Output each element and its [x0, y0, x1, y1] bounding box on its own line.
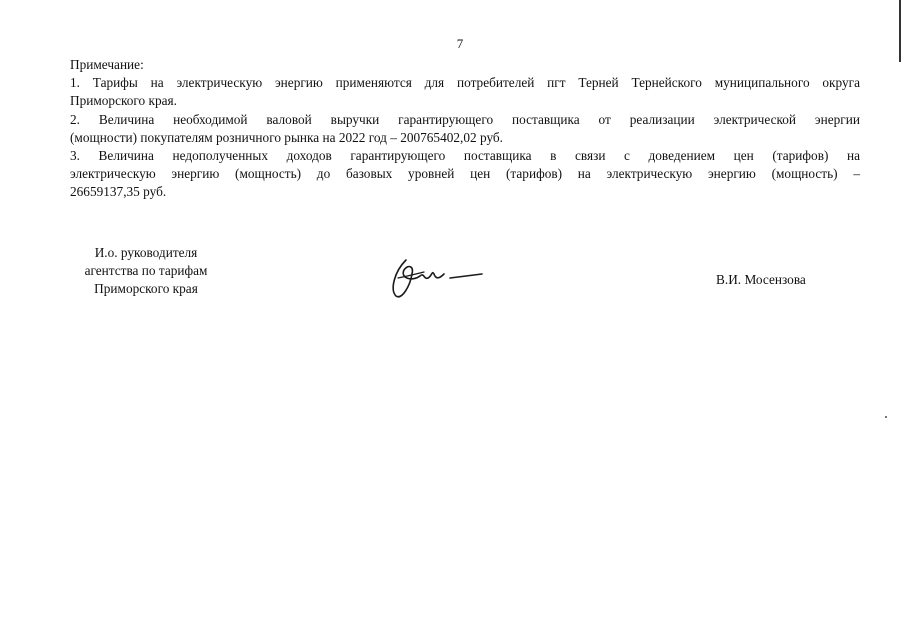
- note-3-line-1: 3. Величина недополученных доходов гарантирующего поставщика в связи с доведением цен (тарифов) на: [70, 148, 860, 164]
- notes-section: [70, 56, 860, 202]
- position-line-3: Приморского края: [94, 281, 198, 296]
- note-3-line-2: электрическую энергию (мощность) до базовых уровней цен (тарифов) на электрическую энергию (мощность) –: [70, 166, 860, 182]
- position-line-2: агентства по тарифам: [84, 263, 208, 278]
- signatory-name: В.И. Мосензова: [716, 272, 806, 287]
- position-line-1: И.о. руководителя: [94, 245, 198, 260]
- scan-edge-line: [899, 0, 901, 62]
- scan-speck: [885, 416, 887, 418]
- note-1-line-2: Приморского края.: [70, 93, 177, 109]
- note-3-line-3: 26659137,35 руб.: [70, 184, 167, 200]
- page-number: 7: [456, 36, 464, 51]
- notes-heading: Примечание:: [70, 57, 144, 72]
- signatory-position: [56, 244, 236, 298]
- note-2-line-2: (мощности) покупателям розничного рынка на 2022 год – 200765402,02 руб.: [70, 129, 504, 145]
- handwritten-signature: [388, 256, 488, 300]
- note-1-line-1: 1. Тарифы на электрическую энергию применяются для потребителей пгт Терней Тернейского муниципального округа: [70, 75, 860, 91]
- note-2-line-1: 2. Величина необходимой валовой выручки гарантирующего поставщика от реализации электрической энергии: [70, 111, 860, 127]
